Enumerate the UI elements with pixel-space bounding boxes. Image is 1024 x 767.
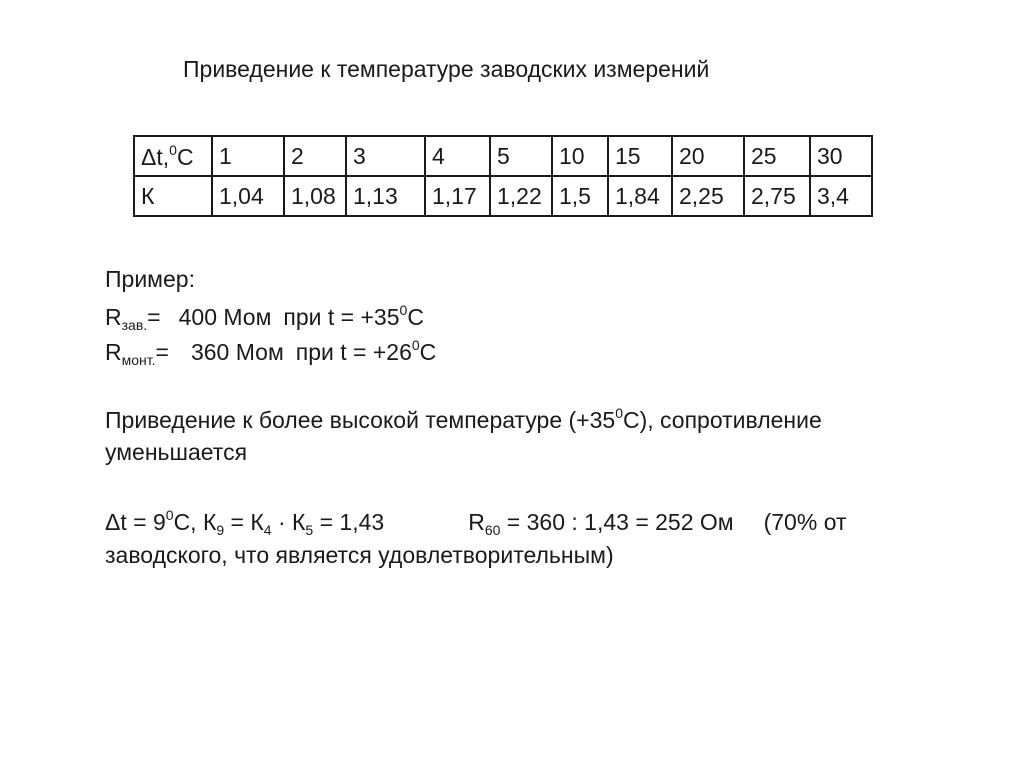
paragraph-line-1: Приведение к более высокой температуре $(+35^0С)$, сопротивление bbox=[105, 405, 822, 433]
table-cell: 3,4 bbox=[810, 176, 872, 216]
slide-title: Приведение к температуре заводских измерений bbox=[183, 56, 710, 82]
table-header-delta-t: Δt,$^0$С bbox=[134, 136, 212, 176]
paragraph-line-2: уменьшается bbox=[105, 439, 248, 465]
table-cell: 1,22 bbox=[490, 176, 552, 216]
table-cell: 4 bbox=[425, 136, 490, 176]
table-cell: 10 bbox=[552, 136, 608, 176]
table-cell: 1,5 bbox=[552, 176, 608, 216]
table-cell: 2,25 bbox=[672, 176, 744, 216]
table-cell: 1 bbox=[212, 136, 284, 176]
table-cell: 20 bbox=[672, 136, 744, 176]
table-cell: 2,75 bbox=[744, 176, 810, 216]
table-cell: 3 bbox=[346, 136, 425, 176]
example-line-r-zav: $R_{зав.}= 400$ Мом при $t = +35^0С$ bbox=[105, 302, 424, 333]
table-cell: 5 bbox=[490, 136, 552, 176]
table-row-delta-t bbox=[134, 136, 872, 176]
table-cell: 25 bbox=[744, 136, 810, 176]
calc-line-1: $\Delta t = 9^0С$, $К_9 = К_4 \cdot К_5 = 1,43$ $R_{60} = 360$ : 1,43 = 252 Ом (70% от bbox=[105, 507, 847, 538]
table-cell: 15 bbox=[608, 136, 672, 176]
table-cell: 30 bbox=[810, 136, 872, 176]
table-cell: 2 bbox=[284, 136, 346, 176]
example-line-r-mont: $R_{монт.}= 360$ Мом при $t = +26^0С$ bbox=[105, 337, 437, 368]
table-cell: 1,08 bbox=[284, 176, 346, 216]
table-header-k: К bbox=[134, 176, 212, 216]
calc-line-2: заводского, что является удовлетворительным) bbox=[105, 542, 614, 568]
table-cell: 1,13 bbox=[346, 176, 425, 216]
coefficient-table bbox=[133, 135, 873, 217]
table-cell: 1,04 bbox=[212, 176, 284, 216]
table-row-k bbox=[134, 176, 872, 216]
table-cell: 1,84 bbox=[608, 176, 672, 216]
table-cell: 1,17 bbox=[425, 176, 490, 216]
example-label: Пример: bbox=[105, 266, 195, 292]
